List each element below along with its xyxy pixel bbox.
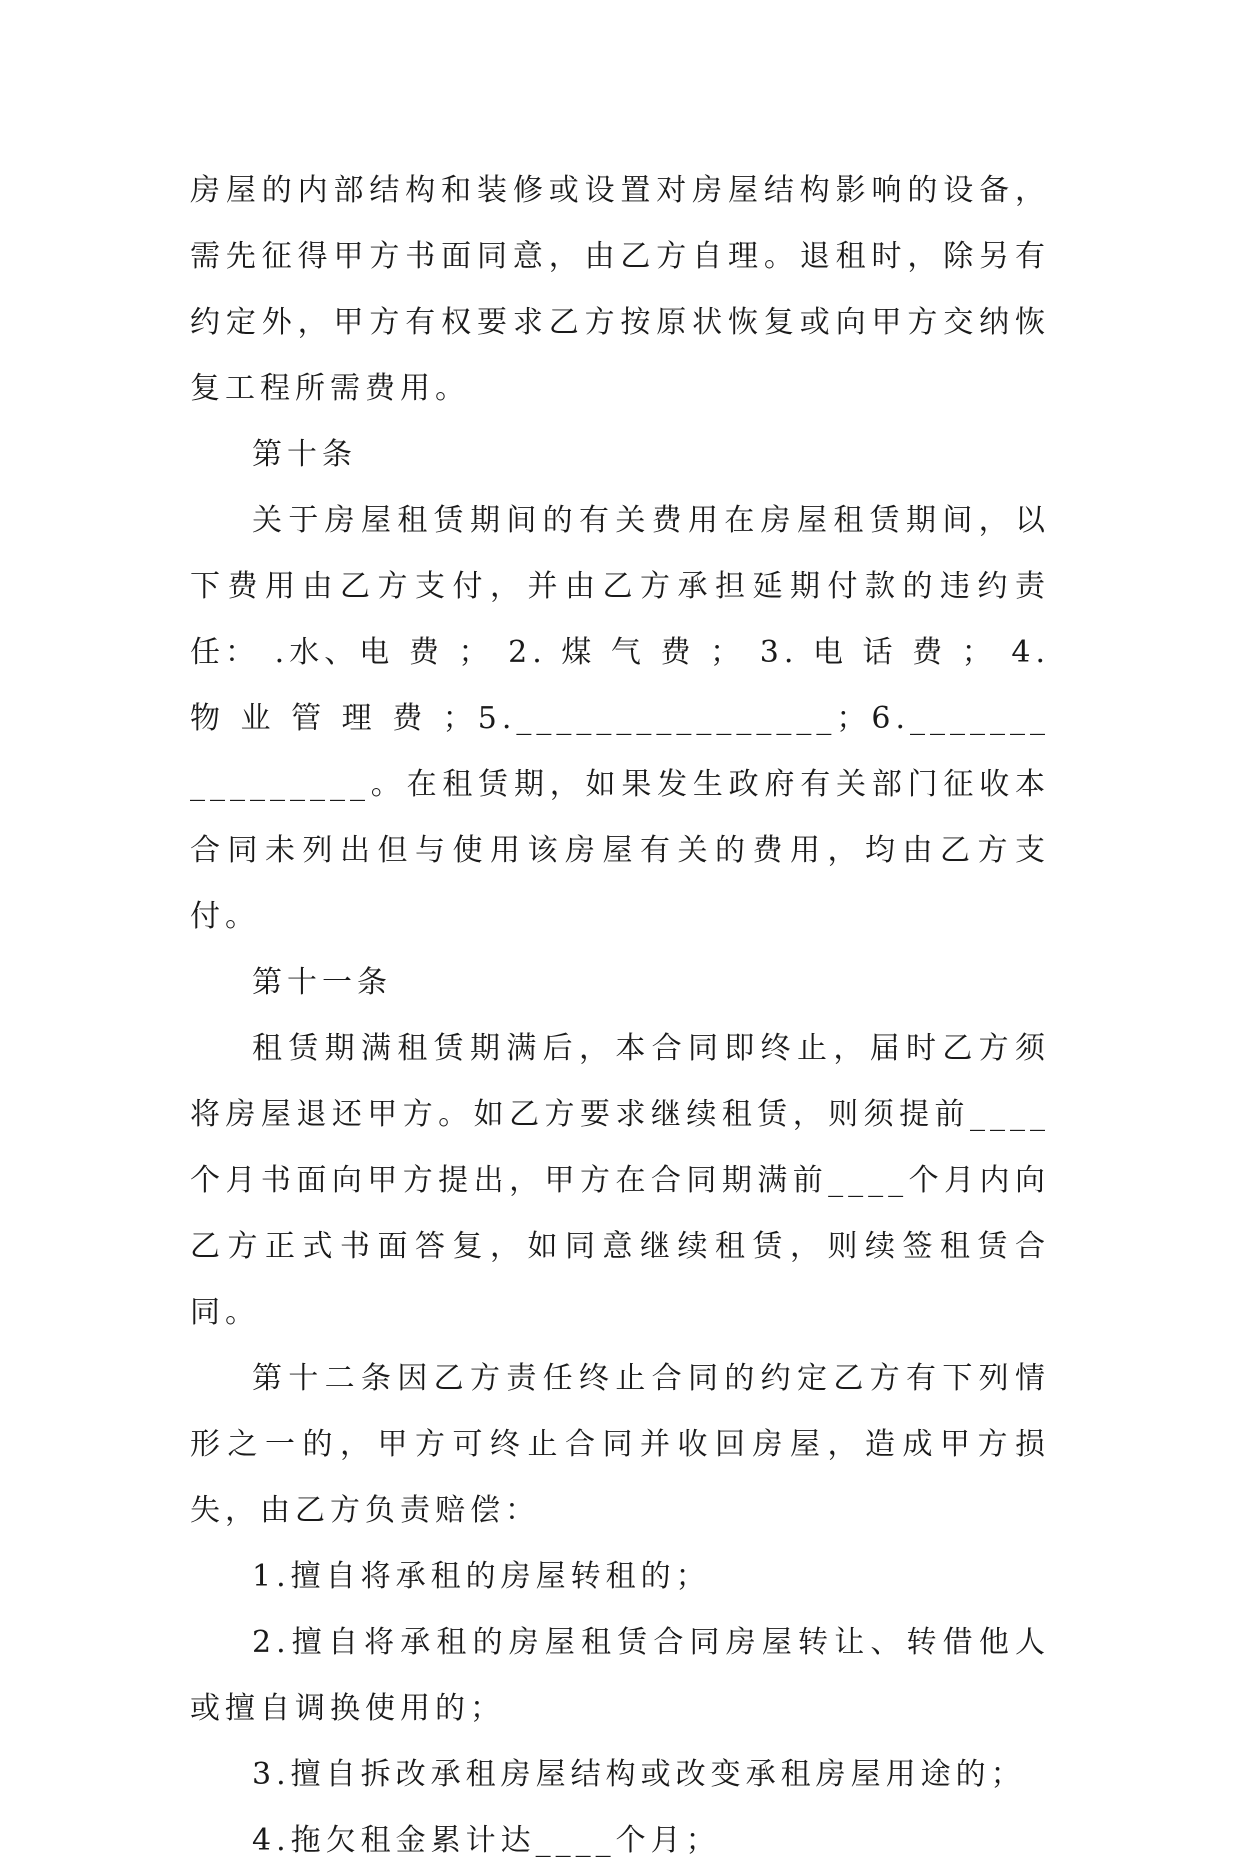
list-item-2: 2.擅自将承租的房屋租赁合同房屋转让、转借他人或擅自调换使用的； [190,1625,1050,1726]
list-item-4: 4.拖欠租金累计达____个月； [252,1823,721,1858]
list-item-1: 1.擅自将承租的房屋转租的； [252,1559,711,1594]
list-item-3: 3.擅自拆改承租房屋结构或改变承租房屋用途的； [252,1757,1026,1792]
paragraph-renovation-clause: 房屋的内部结构和装修或设置对房屋结构影响的设备，需先征得甲方书面同意，由乙方自理。退租时，除另有约定外，甲方有权要求乙方按原状恢复或向甲方交纳恢复工程所需费用。 [190,173,1050,406]
paragraph-lease-expiry: 租赁期满租赁期满后，本合同即终止，届时乙方须将房屋退还甲方。如乙方要求继续租赁，则须提前____个月书面向甲方提出，甲方在合同期满前____个月内向乙方正式书面答复，如同意继续租赁，则续签租赁合同。 [190,1031,1050,1330]
article-11-heading: 第十一条 [252,965,392,1000]
article-10-heading: 第十条 [252,437,357,472]
paragraph-rental-fees: 关于房屋租赁期间的有关费用在房屋租赁期间，以下费用由乙方支付，并由乙方承担延期付款的违约责任： .水、电 费 ； 2. 煤 气 费 ； 3. 电 话 费 ； 4. 物 业 管 理 费 ；5.________________；6.________________。在租赁期，如果发生政府有关部门征收本合同未列出但与使用该房屋有关的费用，均由乙方支付。 [190,503,1050,934]
paragraph-article-12-termination: 第十二条因乙方责任终止合同的约定乙方有下列情形之一的，甲方可终止合同并收回房屋，造成甲方损失，由乙方负责赔偿： [190,1361,1050,1528]
document-body [190,158,1050,1874]
